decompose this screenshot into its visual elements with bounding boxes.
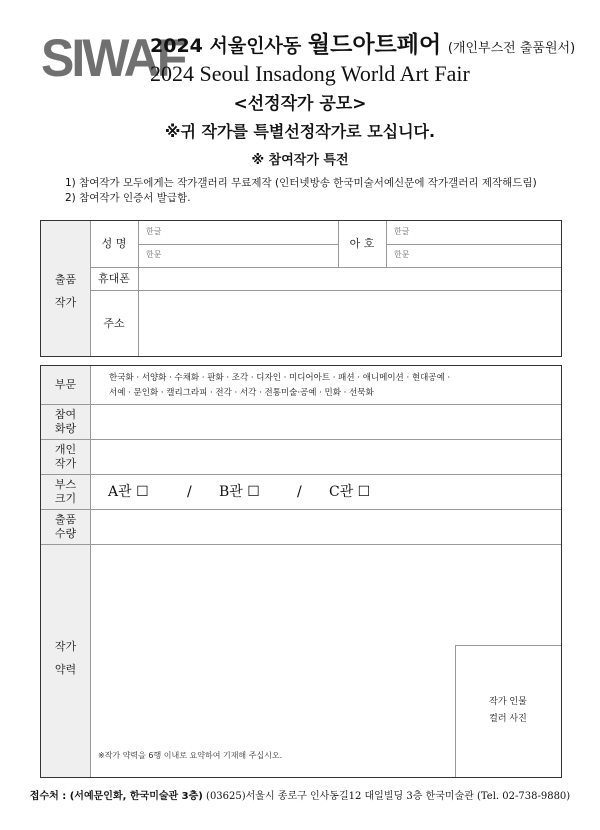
quantity-field[interactable]	[91, 510, 561, 544]
booth-c-checkbox[interactable]: C관 ☐	[329, 484, 371, 500]
quantity-label-2: 수량	[54, 527, 77, 540]
phone-field[interactable]	[139, 268, 561, 290]
booth-b-checkbox[interactable]: B관 ☐	[219, 484, 260, 500]
career-field[interactable]	[91, 545, 455, 777]
solo-label-2: 작가	[54, 457, 77, 470]
artist-info-table	[40, 220, 562, 357]
booth-label-1: 부스	[54, 478, 77, 491]
category-options-2: 서예 · 문인화 · 캘리그라피 · 전각 · 서각 · 전통미술·공예 · 민화 · 선묵화	[109, 388, 374, 398]
phone-label: 휴대폰	[98, 272, 130, 285]
booth-label-2: 크기	[54, 492, 77, 505]
career-note: ※작가 약력을 6행 이내로 요약하여 기재해 주십시오.	[98, 751, 283, 760]
entry-info-table	[40, 365, 562, 778]
alias-hangul-hint: 한글	[394, 227, 410, 236]
artist-section-label-2: 작가	[54, 296, 77, 309]
title-ko-main: 월드아트페어	[307, 32, 442, 58]
submission-label: 접수처 : (서예문인화, 한국미술관 3층)	[29, 791, 203, 802]
title-english: 2024 Seoul Insadong World Art Fair	[150, 61, 470, 86]
career-label-2: 약력	[54, 663, 77, 676]
booth-separator-1: /	[187, 484, 192, 500]
quantity-label-1: 출품	[54, 513, 77, 526]
gallery-label-2: 화랑	[54, 422, 77, 435]
name-hanja-hint: 한문	[146, 250, 162, 259]
booth-separator-2: /	[297, 484, 302, 500]
invite-heading: ※귀 작가를 특별선정작가로 모십니다.	[164, 122, 436, 141]
booth-a-checkbox[interactable]: A관 ☐	[108, 484, 149, 500]
solo-label-1: 개인	[54, 443, 77, 456]
benefit-heading: ※ 참여작가 특전	[251, 153, 349, 168]
solo-field[interactable]	[91, 440, 561, 474]
category-options-1: 한국화 · 서양화 · 수채화 · 판화 · 조각 · 디자인 · 미디어아트 · 패션 · 애니메이션 · 현대공예 ·	[109, 373, 451, 383]
alias-label: 아 호	[349, 237, 375, 250]
name-hanja-field[interactable]	[139, 245, 338, 267]
gallery-label-1: 참여	[54, 408, 77, 421]
artist-section-label-1: 출품	[54, 273, 77, 286]
benefit-item-2: 2) 참여작가 인증서 발급함.	[65, 192, 191, 204]
photo-label-1: 작가 인물	[489, 697, 527, 707]
siwaf-logo: SIWAF	[41, 28, 185, 88]
alias-hanja-hint: 한문	[394, 250, 410, 259]
address-label: 주소	[103, 317, 125, 330]
address-field[interactable]	[139, 291, 561, 356]
alias-hanja-field[interactable]	[387, 245, 561, 267]
career-label-1: 작가	[54, 640, 77, 653]
alias-hangul-field[interactable]	[387, 221, 561, 244]
name-hangul-field[interactable]	[139, 221, 338, 244]
photo-box[interactable]	[455, 645, 561, 777]
title-korean	[150, 33, 575, 61]
name-hangul-hint: 한글	[146, 227, 162, 236]
recruit-heading: <선정작가 공모>	[233, 94, 367, 114]
artist-section-cell	[41, 221, 90, 356]
title-ko-sub: (개인부스전 출품원서)	[447, 41, 576, 56]
name-label: 성 명	[101, 237, 127, 250]
gallery-field[interactable]	[91, 405, 561, 439]
submission-info	[0, 790, 600, 804]
category-label: 부문	[54, 378, 77, 391]
title-ko-prefix: 2024 서울인사동	[150, 35, 302, 57]
photo-label-2: 컬러 사진	[489, 714, 527, 724]
submission-address: (03625)서울시 종로구 인사동길12 대일빌딩 3층 한국미술관 (Tel. 02-738-9880)	[202, 791, 571, 802]
benefit-item-1: 1) 참여작가 모두에게는 작가갤러리 무료제작 (인터넷방송 한국미술서예신문에 작가갤러리 제작해드림)	[65, 177, 537, 189]
